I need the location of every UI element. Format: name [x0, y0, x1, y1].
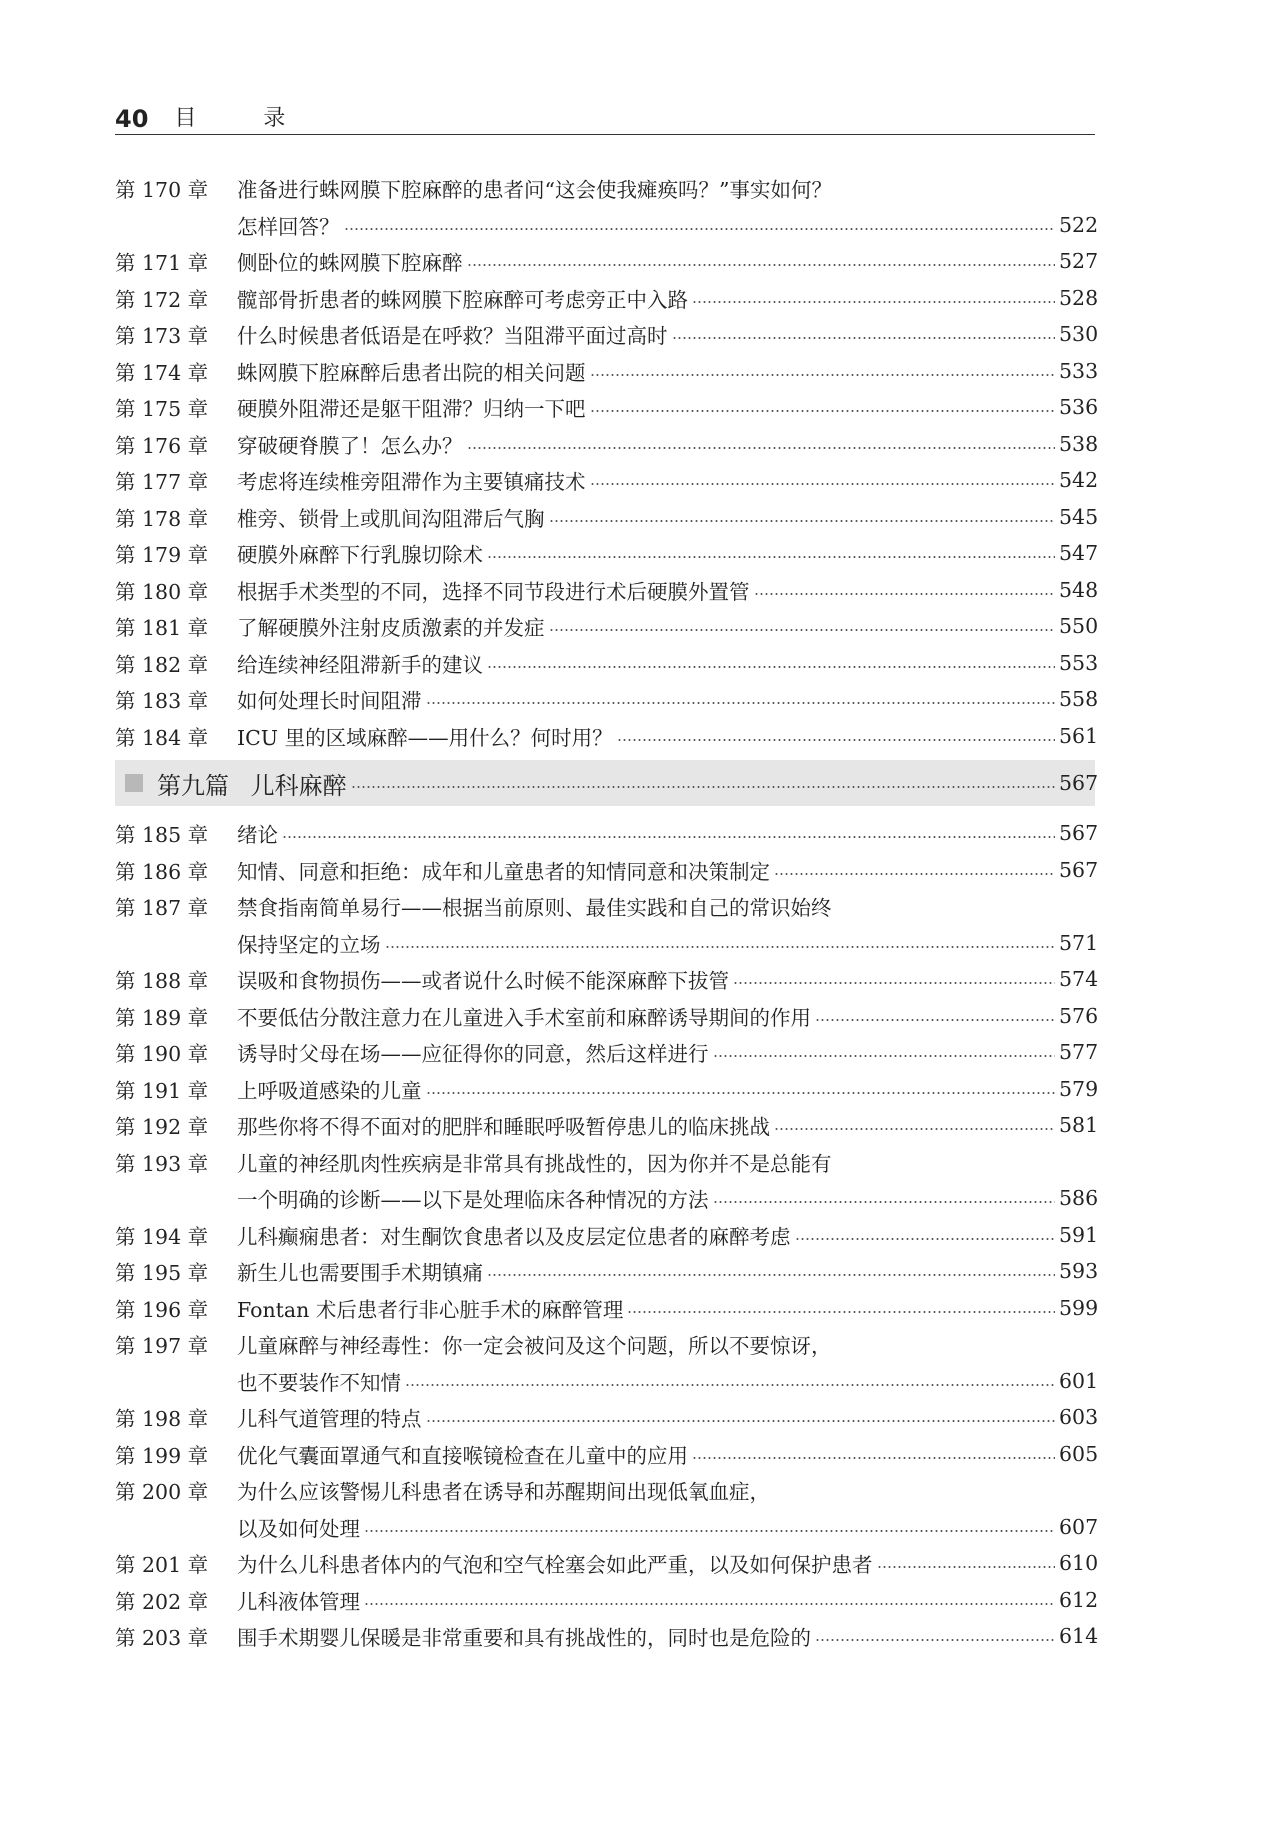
leader-dots [627, 1311, 1055, 1313]
part-title: 第九篇 儿科麻醉 [157, 771, 347, 800]
toc-entry[interactable] [115, 1217, 1099, 1254]
toc-section-after [115, 815, 1099, 1655]
chapter-number: 第 187 章 [115, 896, 209, 921]
part-heading[interactable] [115, 760, 1099, 806]
leader-dots [795, 1238, 1056, 1240]
toc-entry[interactable] [115, 389, 1099, 426]
toc-entry[interactable] [115, 998, 1099, 1035]
chapter-title: 根据手术类型的不同，选择不同节段进行术后硬膜外置管 [237, 579, 750, 604]
leader-dots [815, 1019, 1055, 1021]
leader-dots [405, 1384, 1055, 1386]
toc-entry[interactable] [115, 925, 1099, 962]
chapter-page: 586 [1059, 1186, 1099, 1211]
leader-dots [344, 228, 1056, 230]
toc-entry[interactable] [115, 462, 1099, 499]
square-bullet-icon [125, 774, 143, 792]
chapter-page: 591 [1059, 1222, 1099, 1247]
chapter-page: 603 [1059, 1405, 1099, 1430]
chapter-title: 一个明确的诊断——以下是处理临床各种情况的方法 [237, 1188, 709, 1213]
leader-dots [549, 629, 1056, 631]
leader-dots [774, 1128, 1055, 1130]
chapter-title: 儿科液体管理 [237, 1589, 360, 1614]
chapter-number: 第 181 章 [115, 616, 209, 641]
chapter-number: 第 193 章 [115, 1151, 209, 1176]
chapter-number: 第 192 章 [115, 1115, 209, 1140]
chapter-number: 第 175 章 [115, 397, 209, 422]
chapter-title: 了解硬膜外注射皮质激素的并发症 [237, 616, 545, 641]
chapter-number: 第 177 章 [115, 470, 209, 495]
chapter-title: 考虑将连续椎旁阻滞作为主要镇痛技术 [237, 470, 586, 495]
chapter-title: 什么时候患者低语是在呼救？当阻滞平面过高时 [237, 324, 668, 349]
chapter-page: 530 [1059, 322, 1099, 347]
chapter-page: 571 [1059, 930, 1099, 955]
leader-dots [385, 946, 1056, 948]
toc-entry[interactable] [115, 681, 1099, 718]
chapter-title: 为什么应该警惕儿科患者在诱导和苏醒期间出现低氧血症， [237, 1480, 770, 1505]
chapter-title: 绪论 [237, 823, 278, 848]
chapter-number: 第 178 章 [115, 506, 209, 531]
leader-dots [590, 483, 1056, 485]
chapter-page: 542 [1059, 468, 1099, 493]
chapter-page: 522 [1059, 212, 1099, 237]
chapter-title: 儿童的神经肌肉性疾病是非常具有挑战性的，因为你并不是总能有 [237, 1151, 832, 1176]
chapter-page: 550 [1059, 614, 1099, 639]
chapter-number: 第 174 章 [115, 360, 209, 385]
toc-entry[interactable] [115, 1509, 1099, 1546]
chapter-page: 574 [1059, 967, 1099, 992]
toc-entry[interactable] [115, 1582, 1099, 1619]
chapter-title: 髋部骨折患者的蛛网膜下腔麻醉可考虑旁正中入路 [237, 287, 688, 312]
chapter-number: 第 179 章 [115, 543, 209, 568]
leader-dots [351, 786, 1055, 788]
chapter-page: 614 [1059, 1624, 1099, 1649]
toc-entry[interactable] [115, 1180, 1099, 1217]
chapter-page: 607 [1059, 1514, 1099, 1539]
leader-dots [692, 301, 1055, 303]
chapter-page: 561 [1059, 723, 1099, 748]
chapter-title: 儿科癫痫患者：对生酮饮食患者以及皮层定位患者的麻醉考虑 [237, 1224, 791, 1249]
chapter-page: 567 [1059, 857, 1099, 882]
toc-entry[interactable] [115, 1326, 1095, 1363]
toc-entry[interactable] [115, 353, 1099, 390]
chapter-page: 612 [1059, 1587, 1099, 1612]
toc-entry[interactable] [115, 572, 1099, 609]
chapter-title: 诱导时父母在场——应征得你的同意，然后这样进行 [237, 1042, 709, 1067]
leader-dots [364, 1603, 1055, 1605]
leader-dots [590, 374, 1056, 376]
chapter-number: 第 203 章 [115, 1626, 209, 1651]
chapter-number: 第 180 章 [115, 579, 209, 604]
chapter-number: 第 186 章 [115, 859, 209, 884]
chapter-number: 第 173 章 [115, 324, 209, 349]
chapter-number: 第 199 章 [115, 1443, 209, 1468]
toc-entry[interactable] [115, 243, 1099, 280]
toc-entry[interactable] [115, 170, 1095, 207]
chapter-page: 610 [1059, 1551, 1099, 1576]
chapter-title: 侧卧位的蛛网膜下腔麻醉 [237, 251, 463, 276]
toc-entry[interactable] [115, 280, 1099, 317]
chapter-title: 新生儿也需要围手术期镇痛 [237, 1261, 483, 1286]
toc-entry[interactable] [115, 1290, 1099, 1327]
toc-entry[interactable] [115, 1472, 1095, 1509]
table-of-contents [115, 170, 1099, 1655]
chapter-number: 第 189 章 [115, 1005, 209, 1030]
leader-dots [733, 982, 1055, 984]
toc-entry[interactable] [115, 888, 1095, 925]
chapter-number: 第 190 章 [115, 1042, 209, 1067]
toc-entry[interactable] [115, 645, 1099, 682]
chapter-number: 第 196 章 [115, 1297, 209, 1322]
toc-entry[interactable] [115, 1107, 1099, 1144]
toc-entry[interactable] [115, 207, 1099, 244]
chapter-title: 不要低估分散注意力在儿童进入手术室前和麻醉诱导期间的作用 [237, 1005, 811, 1030]
leader-dots [713, 1055, 1056, 1057]
toc-entry[interactable] [115, 1144, 1095, 1181]
chapter-title: 儿科气道管理的特点 [237, 1407, 422, 1432]
leader-dots [282, 836, 1055, 838]
chapter-title: 误吸和食物损伤——或者说什么时候不能深麻醉下拔管 [237, 969, 729, 994]
toc-section-before [115, 170, 1099, 754]
chapter-title: 硬膜外阻滞还是躯干阻滞？归纳一下吧 [237, 397, 586, 422]
chapter-title: ICU 里的区域麻醉——用什么？何时用？ [237, 725, 613, 750]
leader-dots [549, 520, 1056, 522]
chapter-number: 第 172 章 [115, 287, 209, 312]
chapter-title: 硬膜外麻醉下行乳腺切除术 [237, 543, 483, 568]
leader-dots [426, 702, 1056, 704]
chapter-number: 第 182 章 [115, 652, 209, 677]
toc-entry[interactable] [115, 316, 1099, 353]
chapter-title: 保持坚定的立场 [237, 932, 381, 957]
chapter-page: 593 [1059, 1259, 1099, 1284]
chapter-title: 那些你将不得不面对的肥胖和睡眠呼吸暂停患儿的临床挑战 [237, 1115, 770, 1140]
chapter-title: 优化气囊面罩通气和直接喉镜检查在儿童中的应用 [237, 1443, 688, 1468]
chapter-number: 第 194 章 [115, 1224, 209, 1249]
leader-dots [877, 1566, 1056, 1568]
leader-dots [590, 410, 1056, 412]
page-number: 40 [115, 105, 149, 133]
chapter-number: 第 197 章 [115, 1334, 209, 1359]
chapter-number: 第 184 章 [115, 725, 209, 750]
leader-dots [754, 593, 1056, 595]
chapter-title: 禁食指南简单易行——根据当前原则、最佳实践和自己的常识始终 [237, 896, 832, 921]
chapter-title: 上呼吸道感染的儿童 [237, 1078, 422, 1103]
chapter-page: 545 [1059, 504, 1099, 529]
chapter-title: 怎样回答？ [237, 214, 340, 239]
chapter-title: 也不要装作不知情 [237, 1370, 401, 1395]
chapter-page: 599 [1059, 1295, 1099, 1320]
toc-entry[interactable] [115, 1618, 1099, 1655]
part-page: 567 [1059, 771, 1099, 795]
chapter-number: 第 195 章 [115, 1261, 209, 1286]
chapter-number: 第 202 章 [115, 1589, 209, 1614]
chapter-page: 601 [1059, 1368, 1099, 1393]
chapter-number: 第 198 章 [115, 1407, 209, 1432]
leader-dots [487, 556, 1055, 558]
toc-entry[interactable] [115, 1253, 1099, 1290]
chapter-title: 儿童麻醉与神经毒性：你一定会被问及这个问题，所以不要惊讶， [237, 1334, 832, 1359]
leader-dots [364, 1530, 1055, 1532]
toc-entry[interactable] [115, 608, 1099, 645]
chapter-number: 第 201 章 [115, 1553, 209, 1578]
leader-dots [426, 1420, 1056, 1422]
toc-entry[interactable] [115, 1399, 1099, 1436]
toc-entry[interactable] [115, 426, 1099, 463]
page-header [115, 98, 1095, 135]
chapter-page: 558 [1059, 687, 1099, 712]
chapter-number: 第 171 章 [115, 251, 209, 276]
toc-entry[interactable] [115, 815, 1099, 852]
chapter-page: 577 [1059, 1040, 1099, 1065]
chapter-title: 如何处理长时间阻滞 [237, 689, 422, 714]
toc-entry[interactable] [115, 961, 1099, 998]
chapter-page: 567 [1059, 821, 1099, 846]
toc-entry[interactable] [115, 718, 1099, 755]
leader-dots [467, 264, 1056, 266]
toc-entry[interactable] [115, 1545, 1099, 1582]
chapter-page: 547 [1059, 541, 1099, 566]
leader-dots [692, 1457, 1055, 1459]
leader-dots [672, 337, 1056, 339]
chapter-title: 以及如何处理 [237, 1516, 360, 1541]
chapter-number: 第 183 章 [115, 689, 209, 714]
leader-dots [487, 666, 1055, 668]
chapter-title: 准备进行蛛网膜下腔麻醉的患者问“这会使我瘫痪吗？”事实如何？ [237, 178, 832, 203]
chapter-page: 527 [1059, 249, 1099, 274]
toc-entry[interactable] [115, 1436, 1099, 1473]
chapter-page: 548 [1059, 577, 1099, 602]
leader-dots [487, 1274, 1055, 1276]
chapter-page: 536 [1059, 395, 1099, 420]
chapter-page: 528 [1059, 285, 1099, 310]
toc-entry[interactable] [115, 1034, 1099, 1071]
chapter-page: 533 [1059, 358, 1099, 383]
header-title: 目 录 [174, 106, 316, 131]
leader-dots [617, 739, 1055, 741]
chapter-title: 蛛网膜下腔麻醉后患者出院的相关问题 [237, 360, 586, 385]
chapter-number: 第 185 章 [115, 823, 209, 848]
chapter-page: 553 [1059, 650, 1099, 675]
toc-entry[interactable] [115, 1363, 1099, 1400]
chapter-number: 第 176 章 [115, 433, 209, 458]
toc-entry[interactable] [115, 1071, 1099, 1108]
chapter-page: 581 [1059, 1113, 1099, 1138]
chapter-page: 538 [1059, 431, 1099, 456]
chapter-title: 知情、同意和拒绝：成年和儿童患者的知情同意和决策制定 [237, 859, 770, 884]
chapter-number: 第 188 章 [115, 969, 209, 994]
chapter-page: 605 [1059, 1441, 1099, 1466]
toc-entry[interactable] [115, 535, 1099, 572]
toc-entry[interactable] [115, 499, 1099, 536]
leader-dots [815, 1639, 1055, 1641]
chapter-title: 围手术期婴儿保暖是非常重要和具有挑战性的，同时也是危险的 [237, 1626, 811, 1651]
leader-dots [467, 447, 1056, 449]
chapter-page: 579 [1059, 1076, 1099, 1101]
chapter-page: 576 [1059, 1003, 1099, 1028]
chapter-title: 给连续神经阻滞新手的建议 [237, 652, 483, 677]
leader-dots [426, 1092, 1056, 1094]
toc-entry[interactable] [115, 852, 1099, 889]
chapter-number: 第 170 章 [115, 178, 209, 203]
leader-dots [713, 1201, 1056, 1203]
chapter-title: Fontan 术后患者行非心脏手术的麻醉管理 [237, 1297, 624, 1322]
chapter-number: 第 200 章 [115, 1480, 209, 1505]
chapter-title: 穿破硬脊膜了！怎么办？ [237, 433, 463, 458]
leader-dots [774, 873, 1055, 875]
chapter-title: 椎旁、锁骨上或肌间沟阻滞后气胸 [237, 506, 545, 531]
chapter-title: 为什么儿科患者体内的气泡和空气栓塞会如此严重，以及如何保护患者 [237, 1553, 873, 1578]
chapter-number: 第 191 章 [115, 1078, 209, 1103]
